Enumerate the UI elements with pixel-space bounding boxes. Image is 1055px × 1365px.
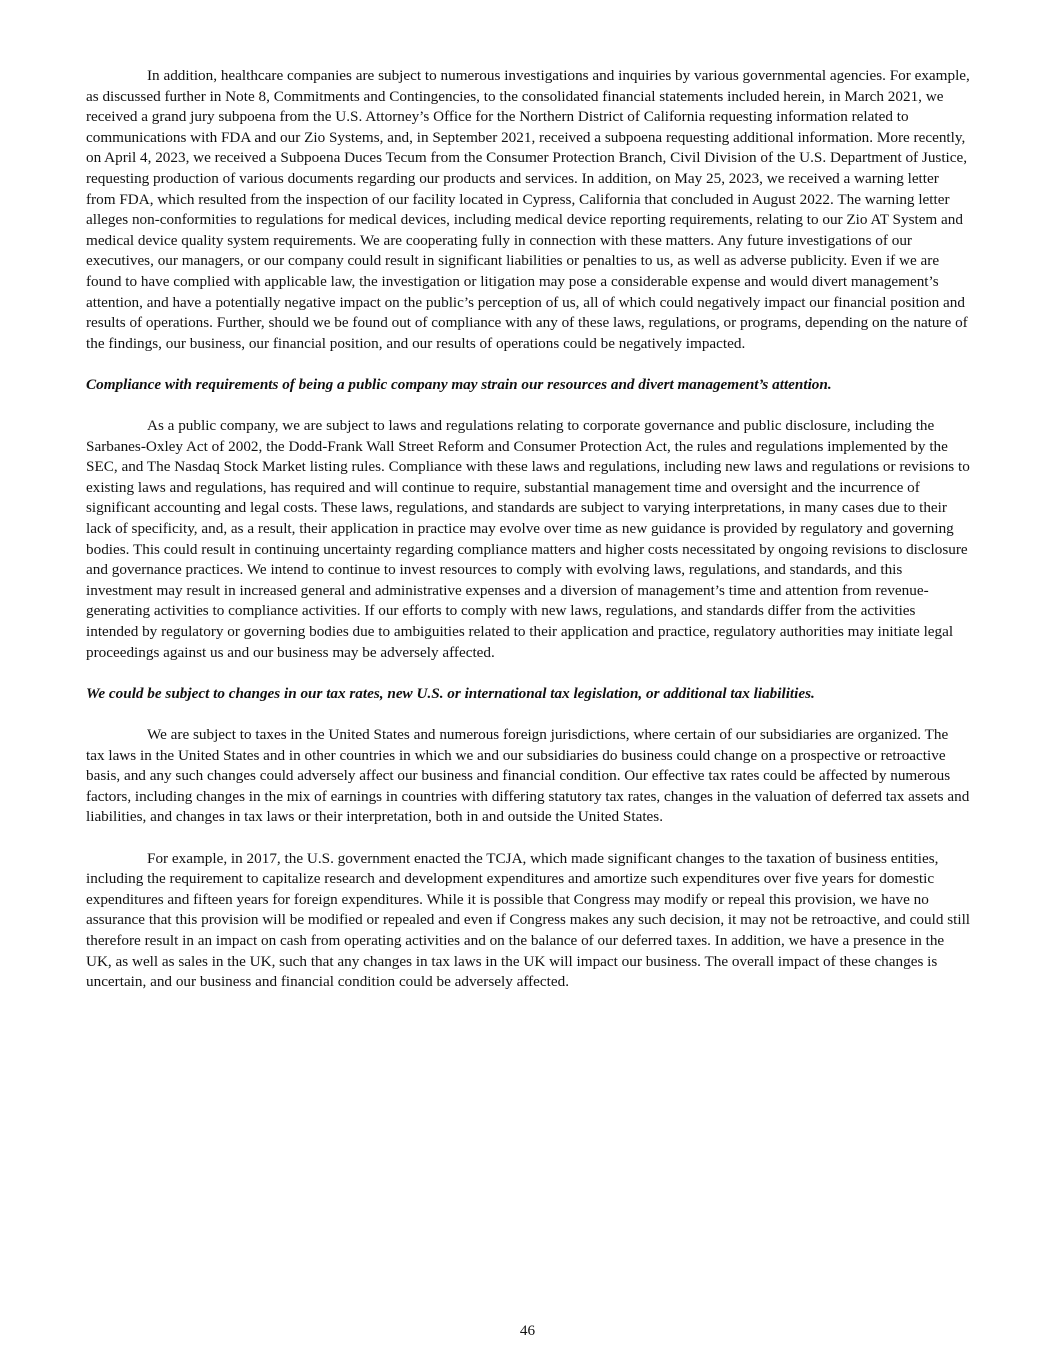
document-body <box>86 66 970 993</box>
paragraph-tcja: For example, in 2017, the U.S. government enacted the TCJA, which made significant changes to the taxation of business entities, including the requirement to capitalize research and development expenditures and amortize such expenditures over five years for domestic expenditures and fifteen years for foreign expenditures. While it is possible that Congress may modify or repeal this provision, we have no assurance that this provision will be modified or repealed and even if Congress makes any such decision, it may not be retroactive, and could still therefore result in an impact on cash from operating activities and on the balance of our deferred taxes. In addition, we have a presence in the UK, as well as sales in the UK, such that any changes in tax laws in the UK will impact our business. The overall impact of these changes is uncertain, and our business and financial condition could be adversely affected. <box>86 849 971 991</box>
paragraph-investigations: In addition, healthcare companies are subject to numerous investigations and inquiries by various governmental agencies. For example, as discussed further in Note 8, Commitments and Contingencies, to the consolidated financial statements included herein, in March 2021, we received a grand jury subpoena from the U.S. Attorney’s Office for the Northern District of California requesting information related to communications with FDA and our Zio Systems, and, in September 2021, received a subpoena requesting additional information. More recently, on April 4, 2023, we received a Subpoena Duces Tecum from the Consumer Protection Branch, Civil Division of the U.S. Department of Justice, requesting production of various documents regarding our products and services. In addition, on May 25, 2023, we received a warning letter from FDA, which resulted from the inspection of our facility located in Cypress, California that concluded in August 2022. The warning letter alleges non-conformities to regulations for medical devices, including medical device reporting requirements, relating to our Zio AT System and medical device quality system requirements. We are cooperating fully in connection with these matters. Any future investigations of our executives, our managers, or our company could result in significant liabilities or penalties to us, as well as adverse publicity. Even if we are found to have complied with applicable law, the investigation or litigation may pose a considerable expense and would divert management’s attention, and have a potentially negative impact on the public’s perception of us, all of which could negatively impact our financial position and results of operations. Further, should we be found out of compliance with any of these laws, regulations, or programs, depending on the nature of the findings, our business, our financial position, and our results of operations could be negatively impacted. <box>86 67 970 352</box>
heading-tax-rates: We could be subject to changes in our tax rates, new U.S. or international tax legislation, or additional tax liabilities. <box>86 684 815 702</box>
heading-public-company-compliance: Compliance with requirements of being a public company may strain our resources and divert management’s attention. <box>86 375 832 393</box>
paragraph-taxes: We are subject to taxes in the United States and numerous foreign jurisdictions, where certain of our subsidiaries are organized. The tax laws in the United States and in other countries in which we and our subsidiaries do business could change on a prospective or retroactive basis, and any such changes could adversely affect our business and financial condition. Our effective tax rates could be affected by numerous factors, including changes in the mix of earnings in countries with differing statutory tax rates, changes in the valuation of deferred tax assets and liabilities, and changes in tax laws or their interpretation, both in and outside the United States. <box>86 726 970 826</box>
paragraph-public-company: As a public company, we are subject to laws and regulations relating to corporate governance and public disclosure, including the Sarbanes-Oxley Act of 2002, the Dodd-Frank Wall Street Reform and Consumer Protection Act, the rules and regulations implemented by the SEC, and The Nasdaq Stock Market listing rules. Compliance with these laws and regulations, including new laws and regulations or revisions to existing laws and regulations, has required and will continue to require, substantial management time and oversight and the incurrence of significant accounting and legal costs. These laws, regulations, and standards are subject to varying interpretations, in many cases due to their lack of specificity, and, as a result, their application in practice may evolve over time as new guidance is provided by regulatory and governing bodies. This could result in continuing uncertainty regarding compliance matters and higher costs necessitated by ongoing revisions to disclosure and governance practices. We intend to continue to invest resources to comply with evolving laws, regulations, and standards, and this investment may result in increased general and administrative expenses and a diversion of management’s time and attention from revenue-generating activities to compliance activities. If our efforts to comply with new laws, regulations, and standards differ from the activities intended by regulatory or governing bodies due to ambiguities related to their application and practice, regulatory authorities may initiate legal proceedings against us and our business may be adversely affected. <box>86 417 970 661</box>
page-number: 46 <box>519 1322 536 1339</box>
